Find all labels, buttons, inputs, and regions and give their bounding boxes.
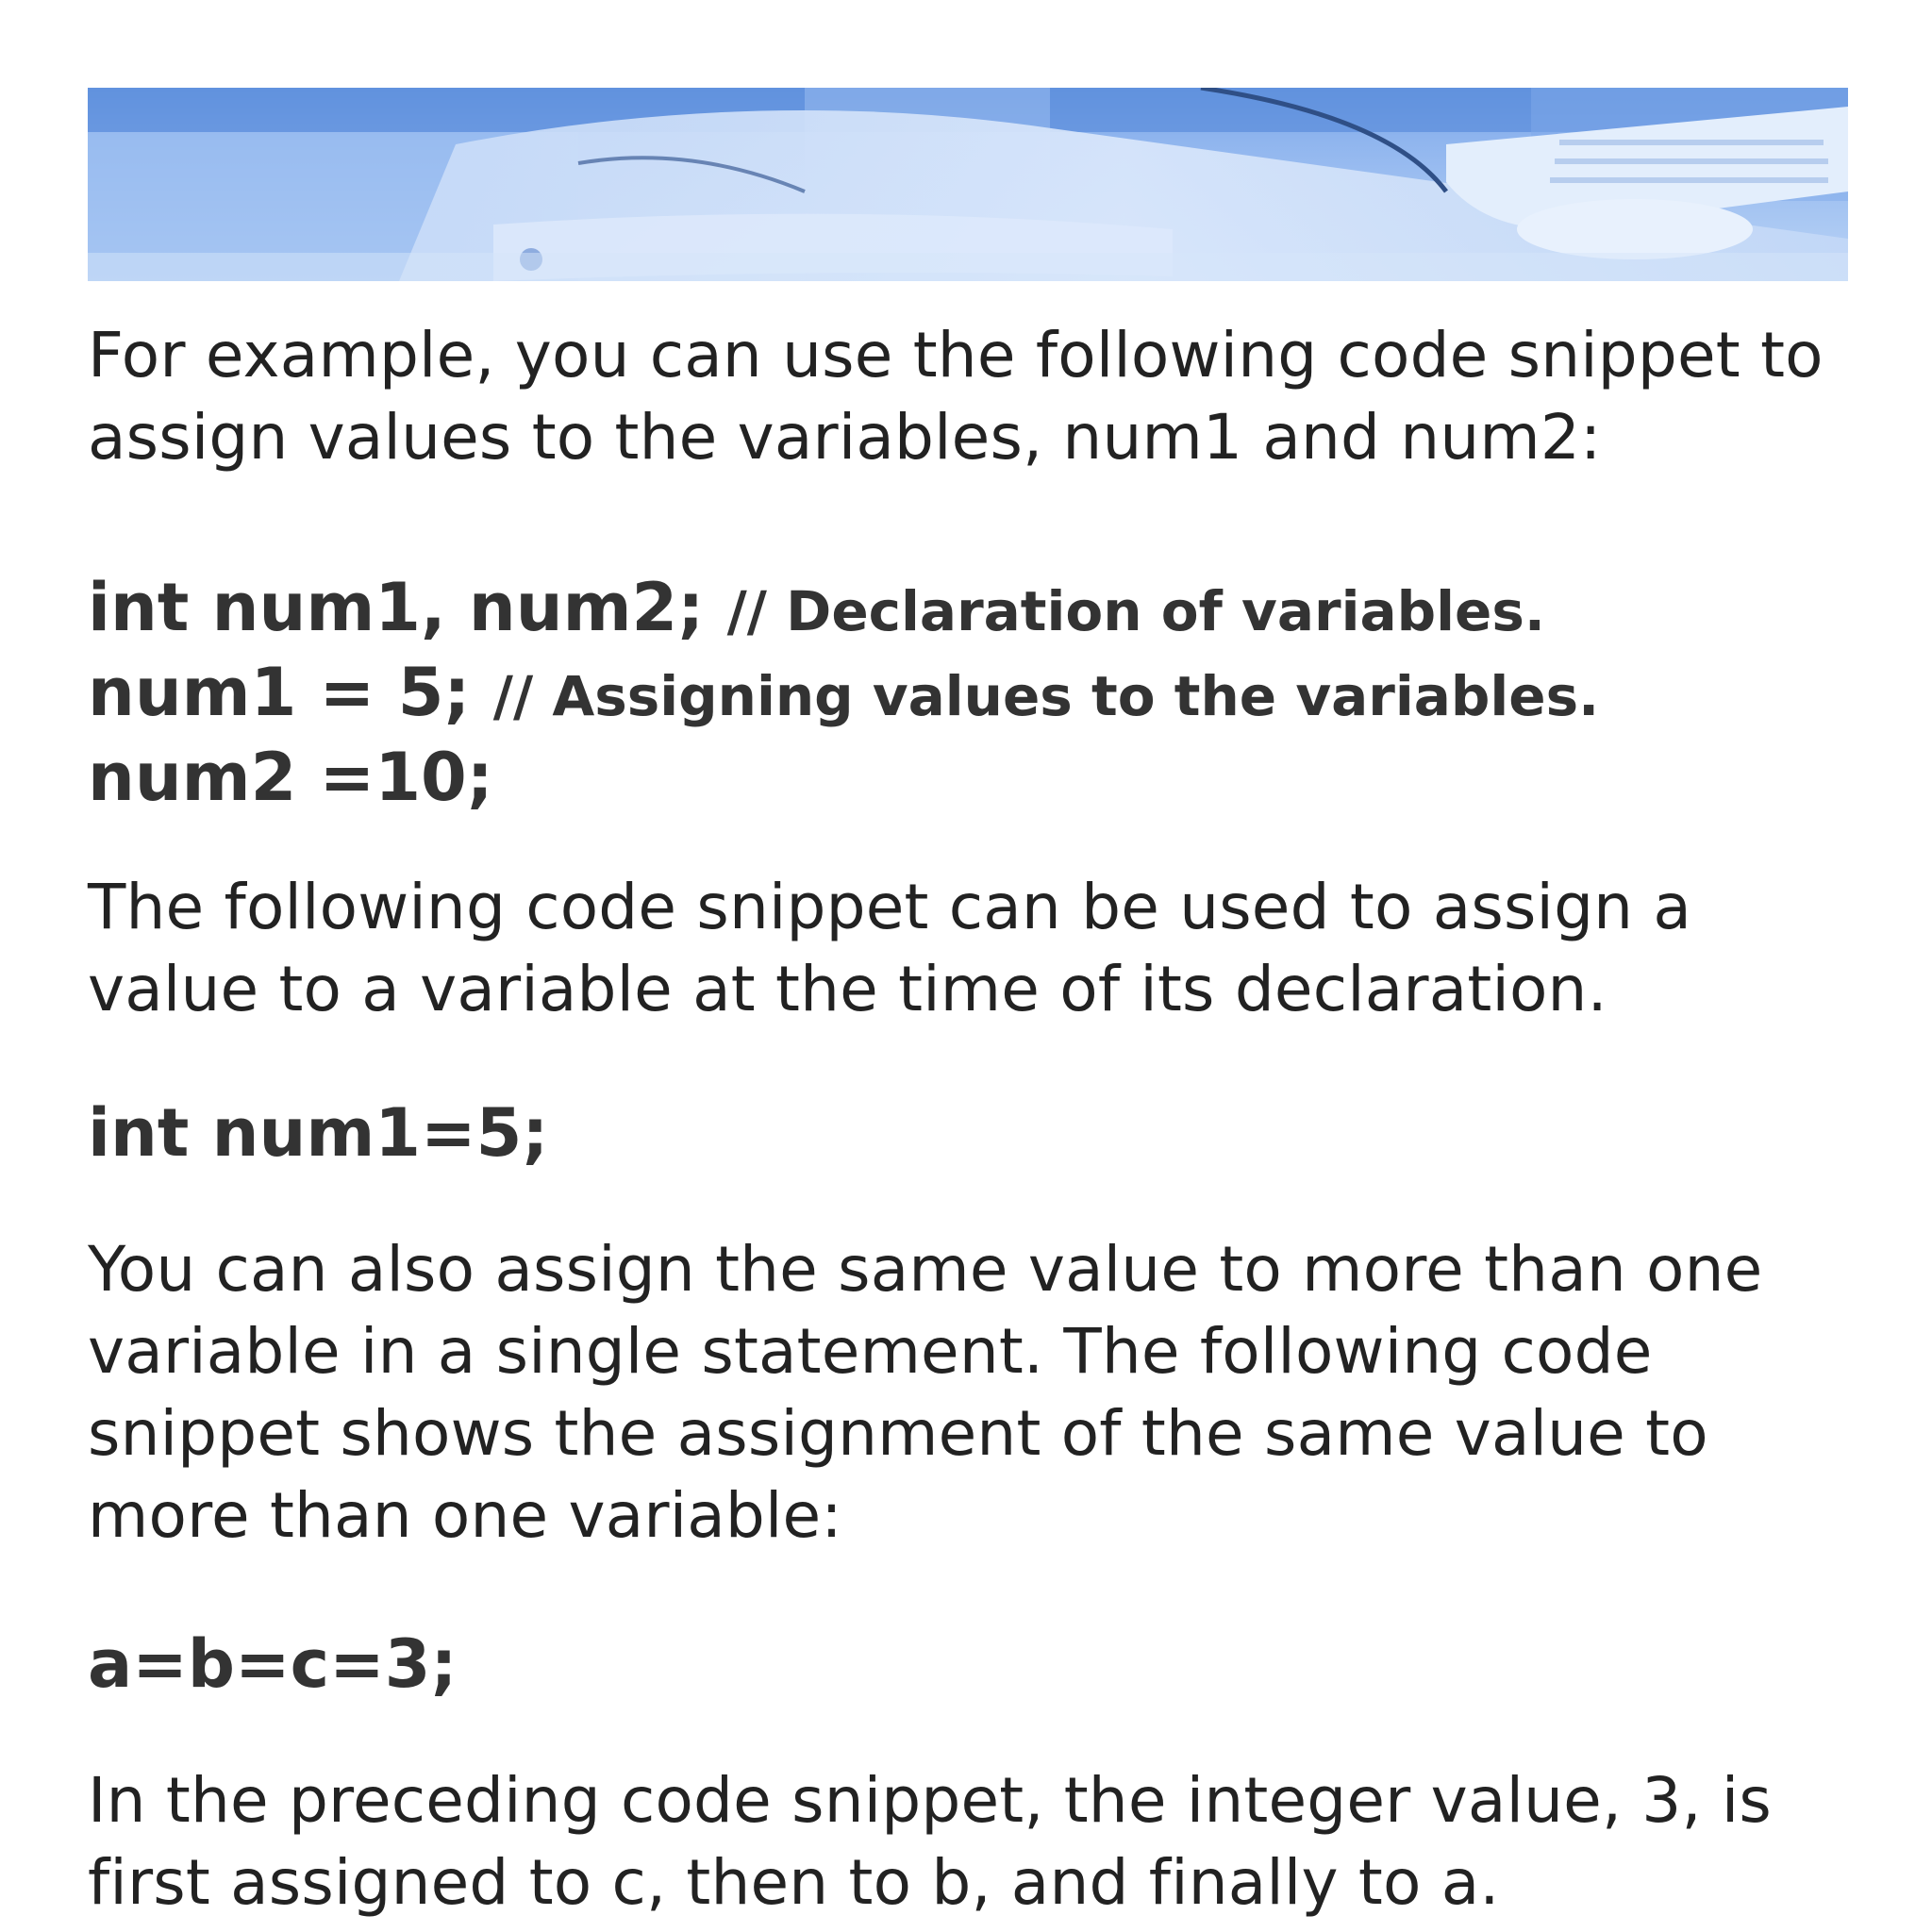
code-block-init <box>88 1092 1861 1174</box>
code-text: int num1, num2; <box>88 569 705 646</box>
code-line <box>88 737 1861 818</box>
paragraph-multi-assign: You can also assign the same value to more than one variable in a single statement. The following code snippet shows the assignment of the same value to more than one variable: <box>88 1233 1763 1552</box>
code-text: num2 =10; <box>88 739 493 816</box>
code-comment: // Assigning values to the variables. <box>492 664 1600 728</box>
code-line <box>88 652 1861 737</box>
computer-desk-photo-icon <box>88 88 1848 281</box>
code-block-declaration <box>88 567 1861 818</box>
code-comment: // Declaration of variables. <box>726 579 1545 643</box>
paragraph-intro: For example, you can use the following code snippet to assign values to the variables, num1 and num2: <box>88 319 1824 474</box>
code-text: num1 = 5; <box>88 654 471 731</box>
header-banner <box>88 88 1848 281</box>
paragraph-explanation: In the preceding code snippet, the integer value, 3, is first assigned to c, then to b, and finally to a. <box>88 1764 1772 1919</box>
paragraph-declaration-assign: The following code snippet can be used to assign a value to a variable at the time of its declaration. <box>88 871 1692 1025</box>
code-line: int num1=5; <box>88 1094 549 1172</box>
code-line <box>88 567 1861 652</box>
code-line: a=b=c=3; <box>88 1625 458 1703</box>
code-block-chain <box>88 1624 1861 1705</box>
